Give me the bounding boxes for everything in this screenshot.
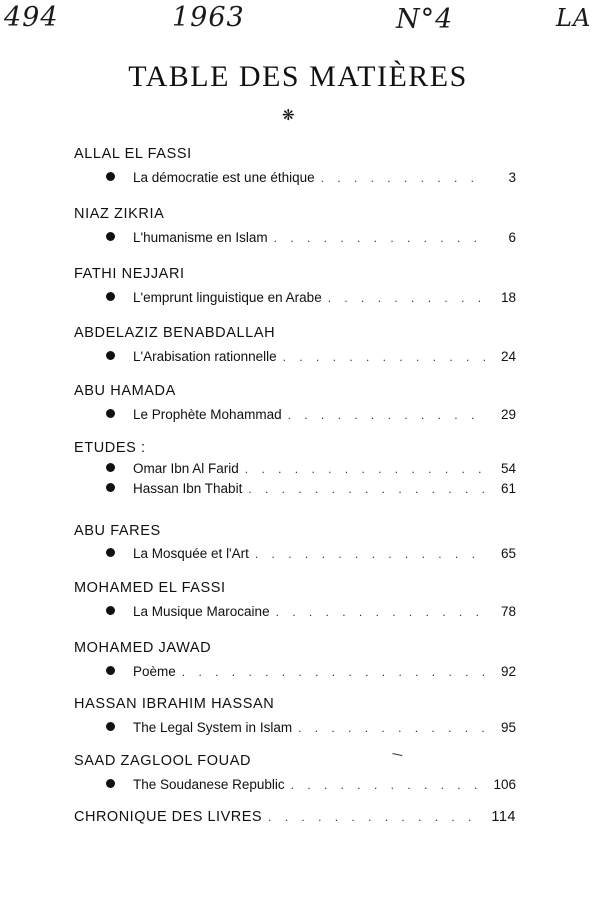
dot-leader bbox=[328, 291, 486, 305]
entry-title: La démocratie est une éthique bbox=[133, 170, 315, 185]
dot-leader bbox=[276, 605, 486, 619]
entry-title: La Musique Marocaine bbox=[133, 604, 270, 619]
toc-entry[interactable] bbox=[106, 720, 516, 740]
page-number: 78 bbox=[500, 604, 516, 619]
dot-leader bbox=[298, 721, 486, 735]
author-name: ABDELAZIZ BENABDALLAH bbox=[74, 325, 276, 341]
handwritten-issue-number: N°4 bbox=[396, 4, 454, 35]
entry-title: L'emprunt linguistique en Arabe bbox=[133, 290, 322, 305]
bullet-icon bbox=[106, 292, 115, 301]
bullet-icon bbox=[106, 779, 115, 788]
author-name: FATHI NEJJARI bbox=[74, 266, 185, 282]
toc-entry[interactable] bbox=[106, 461, 516, 481]
page-number: 92 bbox=[500, 664, 516, 679]
bullet-icon bbox=[106, 172, 115, 181]
page-number: 29 bbox=[500, 407, 516, 422]
toc-entry[interactable] bbox=[106, 349, 516, 369]
bullet-icon bbox=[106, 483, 115, 492]
page-number: 6 bbox=[508, 230, 516, 245]
dot-leader bbox=[274, 231, 486, 245]
author-name: HASSAN IBRAHIM HASSAN bbox=[74, 696, 275, 712]
dot-leader bbox=[268, 810, 481, 824]
bullet-icon bbox=[106, 548, 115, 557]
toc-entry[interactable] bbox=[106, 230, 516, 250]
author-name: ABU FARES bbox=[74, 523, 161, 539]
page-number: 61 bbox=[500, 481, 516, 496]
dot-leader bbox=[283, 350, 486, 364]
page-title: TABLE DES MATIÈRES bbox=[128, 60, 468, 93]
page-number: 3 bbox=[508, 170, 516, 185]
page-number: 65 bbox=[500, 546, 516, 561]
entry-title: L'humanisme en Islam bbox=[133, 230, 268, 245]
page-number: 24 bbox=[500, 349, 516, 364]
bullet-icon bbox=[106, 409, 115, 418]
dot-leader bbox=[321, 171, 486, 185]
handwritten-year: 1963 bbox=[172, 2, 245, 33]
entry-title: La Mosquée et l'Art bbox=[133, 546, 249, 561]
bullet-icon bbox=[106, 666, 115, 675]
bullet-icon bbox=[106, 232, 115, 241]
author-name: MOHAMED EL FASSI bbox=[74, 580, 226, 596]
toc-entry[interactable] bbox=[106, 777, 516, 797]
entry-title: Omar Ibn Al Farid bbox=[133, 461, 239, 476]
toc-entry-chronique[interactable] bbox=[74, 809, 516, 829]
toc-entry[interactable] bbox=[106, 481, 516, 501]
dot-leader bbox=[288, 408, 486, 422]
bullet-icon bbox=[106, 722, 115, 731]
entry-title: Poème bbox=[133, 664, 176, 679]
handwritten-initials: LA bbox=[556, 4, 592, 32]
toc-entry[interactable] bbox=[106, 170, 516, 190]
page-number: 95 bbox=[500, 720, 516, 735]
ornament-icon: ❋ bbox=[282, 106, 295, 124]
dot-leader bbox=[291, 778, 484, 792]
author-name: ABU HAMADA bbox=[74, 383, 176, 399]
toc-entry[interactable] bbox=[106, 664, 516, 684]
dot-leader bbox=[248, 482, 486, 496]
bullet-icon bbox=[106, 463, 115, 472]
page-number: 54 bbox=[500, 461, 516, 476]
entry-title: Hassan Ibn Thabit bbox=[133, 481, 243, 496]
page-number: 106 bbox=[493, 777, 516, 792]
dot-leader bbox=[182, 665, 486, 679]
author-name: MOHAMED JAWAD bbox=[74, 640, 212, 656]
handwritten-note: 494 bbox=[4, 2, 59, 33]
entry-title: The Soudanese Republic bbox=[133, 777, 285, 792]
dot-leader bbox=[245, 462, 486, 476]
bullet-icon bbox=[106, 606, 115, 615]
bullet-icon bbox=[106, 351, 115, 360]
pen-mark bbox=[392, 753, 403, 760]
entry-title: The Legal System in Islam bbox=[133, 720, 293, 735]
entry-title: CHRONIQUE DES LIVRES bbox=[74, 809, 263, 825]
author-name: NIAZ ZIKRIA bbox=[74, 206, 165, 222]
section-heading: ETUDES : bbox=[74, 440, 146, 456]
toc-entry[interactable] bbox=[106, 407, 516, 427]
toc-entry[interactable] bbox=[106, 604, 516, 624]
page-number: 18 bbox=[500, 290, 516, 305]
entry-title: L'Arabisation rationnelle bbox=[133, 349, 277, 364]
toc-entry[interactable] bbox=[106, 290, 516, 310]
author-name: SAAD ZAGLOOL FOUAD bbox=[74, 753, 252, 769]
entry-title: Le Prophète Mohammad bbox=[133, 407, 282, 422]
toc-entry[interactable] bbox=[106, 546, 516, 566]
page-number: 114 bbox=[491, 809, 516, 825]
dot-leader bbox=[255, 547, 486, 561]
author-name: ALLAL EL FASSI bbox=[74, 146, 192, 162]
